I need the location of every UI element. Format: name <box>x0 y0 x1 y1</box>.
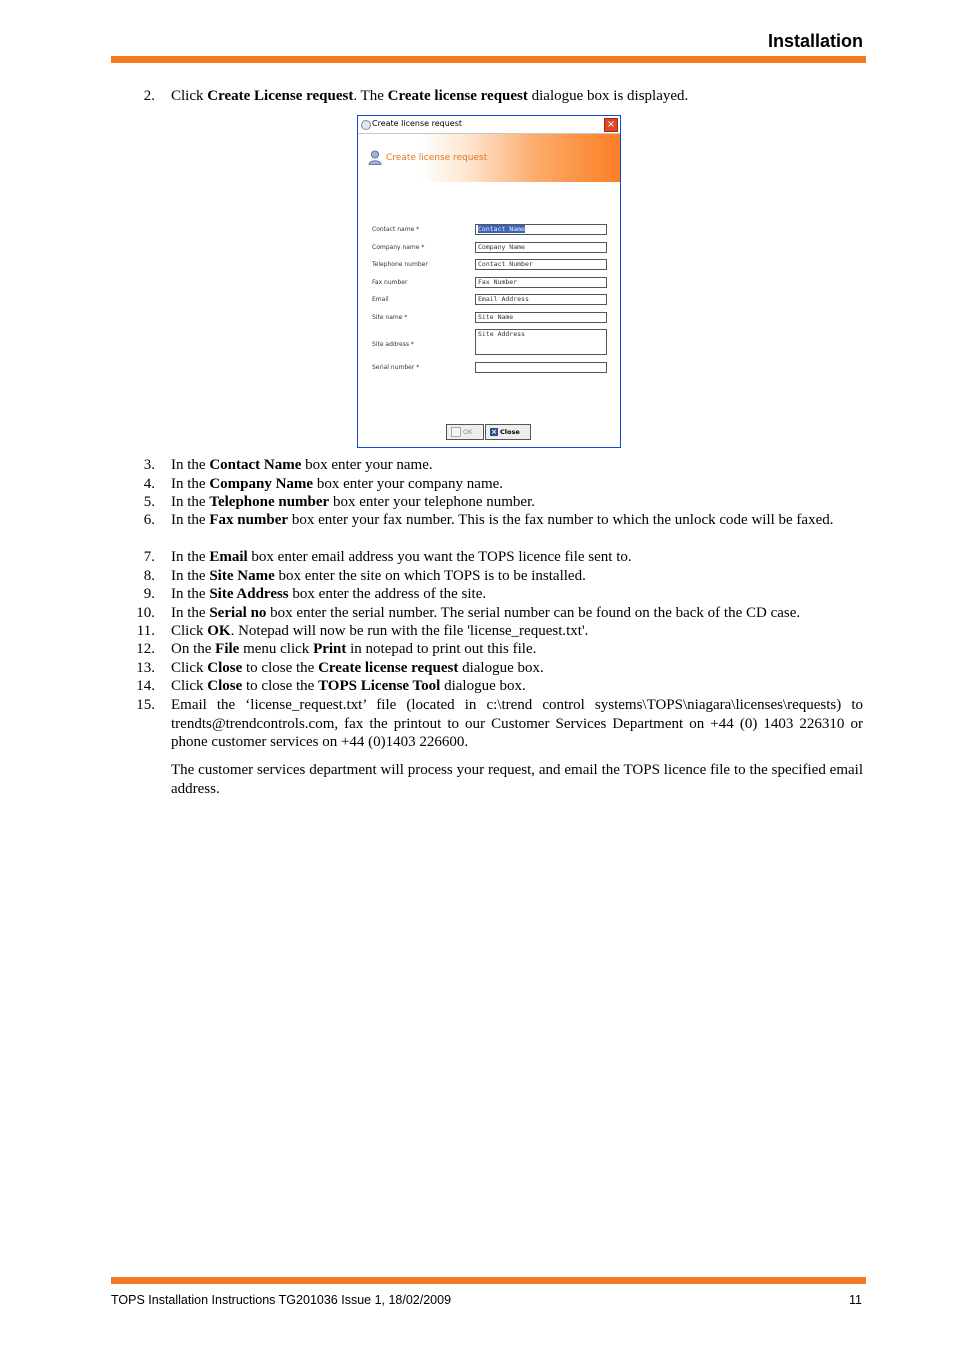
bold-term: OK <box>207 623 231 639</box>
email-input[interactable]: Email Address <box>475 294 607 305</box>
user-icon <box>368 150 382 165</box>
text-run: dialogue box. <box>458 660 544 676</box>
close-icon[interactable]: × <box>604 118 618 132</box>
bold-term: Telephone number <box>209 494 330 510</box>
step-text <box>171 567 863 586</box>
step-number: 6. <box>143 512 155 528</box>
step-number: 9. <box>143 586 155 602</box>
bold-term: Email <box>209 549 248 565</box>
step-text <box>171 475 863 494</box>
step-2 <box>111 87 863 106</box>
text-run: In the <box>171 512 210 528</box>
step-number: 13. <box>136 660 155 676</box>
closing-paragraph: The customer services department will process your request, and email the TOPS licence file to the specified email address. <box>171 762 863 797</box>
bold-term: Create License request <box>207 88 354 104</box>
text-run: In the <box>171 494 210 510</box>
bold-term: Site Name <box>209 568 275 584</box>
bold-term: Print <box>313 641 347 657</box>
site-name-input[interactable]: Site Name <box>475 312 607 323</box>
text-run: box enter email address you want the TOPS licence file sent to. <box>247 549 632 565</box>
field-label: Company name * <box>372 244 425 251</box>
dialog-title: Create license request <box>372 119 463 128</box>
bold-term: Site Address <box>209 586 289 602</box>
step-number: 14. <box>136 678 155 694</box>
step-text <box>171 87 863 106</box>
text-run: Click <box>171 678 208 694</box>
step-text <box>171 604 863 623</box>
step-number: 5. <box>143 494 155 510</box>
step-9 <box>111 585 863 604</box>
step-number: 3. <box>143 457 155 473</box>
step-15 <box>111 696 863 752</box>
field-row-telephone <box>358 259 620 271</box>
step-10 <box>111 604 863 623</box>
step-number: 11. <box>136 623 155 639</box>
step-12 <box>111 640 863 659</box>
close-icon: × <box>491 428 497 436</box>
field-row-site-name <box>358 312 620 324</box>
step-text <box>171 585 863 604</box>
bold-term: Serial no <box>209 605 267 621</box>
bold-term: File <box>215 641 240 657</box>
step-14 <box>111 677 863 696</box>
step-6 <box>111 511 863 530</box>
close-button[interactable] <box>485 424 531 440</box>
ok-icon <box>451 427 461 437</box>
field-label: Fax number <box>372 279 408 286</box>
step-number: 10. <box>136 605 155 621</box>
create-license-dialog <box>357 115 621 448</box>
step-text <box>171 622 863 641</box>
company-name-input[interactable]: Company Name <box>475 242 607 253</box>
text-run: box enter your fax number. This is the fax number to which the unlock code will be faxed. <box>288 512 834 528</box>
bold-term: Company Name <box>209 476 314 492</box>
dialog-titlebar <box>358 116 620 134</box>
app-icon <box>361 120 371 130</box>
field-row-fax <box>358 277 620 289</box>
text-run: box enter the site on which TOPS is to be installed. <box>274 568 586 584</box>
field-label: Site address * <box>372 341 414 348</box>
footer-rule <box>111 1277 866 1284</box>
text-run: Email the ‘license_request.txt’ file (located in c:\trend control systems\TOPS\niagara\licenses\requests) to trendts@trendcontrols.com, fax the printout to our Customer Services Department on +44 (0) 1403 226310 or phone customer services on +44 (0)1403 226600. <box>171 697 863 750</box>
step-number: 12. <box>136 641 155 657</box>
fax-input[interactable]: Fax Number <box>475 277 607 288</box>
field-row-contact-name <box>358 224 620 236</box>
text-run: Click <box>171 660 208 676</box>
text-run: box enter your telephone number. <box>329 494 535 510</box>
text-run: In the <box>171 549 210 565</box>
step-number: 7. <box>143 549 155 565</box>
text-run: On the <box>171 641 216 657</box>
telephone-input[interactable]: Contact Number <box>475 259 607 270</box>
step-3 <box>111 456 863 475</box>
bold-term: Close <box>207 660 243 676</box>
step-text <box>171 659 863 678</box>
step-4 <box>111 475 863 494</box>
step-7 <box>111 548 863 567</box>
close-label: Close <box>500 428 520 436</box>
step-text <box>171 696 863 752</box>
field-label: Telephone number <box>372 261 428 268</box>
step-number: 8. <box>143 568 155 584</box>
text-run: box enter the address of the site. <box>288 586 487 602</box>
field-value: Contact Name <box>478 225 525 233</box>
field-row-serial-number <box>358 362 620 374</box>
step-5 <box>111 493 863 512</box>
field-row-company-name <box>358 242 620 254</box>
text-run: box enter the serial number. The serial number can be found on the back of the CD case. <box>266 605 801 621</box>
step-13 <box>111 659 863 678</box>
text-run: dialogue box is displayed. <box>527 88 689 104</box>
text-run: box enter your company name. <box>313 476 504 492</box>
field-row-email <box>358 294 620 306</box>
text-run: Click <box>171 88 208 104</box>
ok-button[interactable] <box>446 424 484 440</box>
step-text <box>171 511 863 530</box>
ok-label: OK <box>463 428 473 436</box>
step-text <box>171 677 863 696</box>
bold-term: Fax number <box>209 512 289 528</box>
bold-term: Create license request <box>318 660 459 676</box>
page-header-title: Installation <box>767 31 863 51</box>
text-run: menu click <box>239 641 314 657</box>
step-text <box>171 493 863 512</box>
field-row-site-address <box>358 329 620 357</box>
site-address-textarea[interactable]: Site Address <box>475 329 607 355</box>
field-label: Contact name * <box>372 226 420 233</box>
text-run: In the <box>171 476 210 492</box>
header-rule <box>111 56 866 63</box>
dialog-banner <box>358 134 620 182</box>
banner-title: Create license request <box>386 153 488 163</box>
field-label: Email <box>372 296 389 303</box>
step-number: 2. <box>143 88 155 104</box>
text-run: In the <box>171 457 210 473</box>
bold-term: Contact Name <box>209 457 302 473</box>
text-run: In the <box>171 568 210 584</box>
step-number: 4. <box>143 476 155 492</box>
serial-number-input[interactable] <box>475 362 607 373</box>
footer-doc-info: TOPS Installation Instructions TG201036 Issue 1, 18/02/2009 <box>111 1293 452 1307</box>
page-number: 11 <box>849 1293 862 1307</box>
text-run: to close the <box>242 660 319 676</box>
text-run: In the <box>171 586 210 602</box>
step-11 <box>111 622 863 641</box>
step-text <box>171 548 863 567</box>
step-text <box>171 640 863 659</box>
text-run: . The <box>353 88 388 104</box>
field-label: Site name * <box>372 314 408 321</box>
text-run: in notepad to print out this file. <box>346 641 537 657</box>
text-run: dialogue box. <box>440 678 526 694</box>
step-8 <box>111 567 863 586</box>
step-text <box>171 456 863 475</box>
text-run: box enter your name. <box>301 457 433 473</box>
bold-term: TOPS License Tool <box>318 678 441 694</box>
field-label: Serial number * <box>372 364 420 371</box>
text-run: . Notepad will now be run with the file 'license_request.txt'. <box>230 623 589 639</box>
text-run: Click <box>171 623 208 639</box>
contact-name-input[interactable] <box>475 224 607 235</box>
bold-term: Close <box>207 678 243 694</box>
text-run: to close the <box>242 678 319 694</box>
step-number: 15. <box>136 697 155 713</box>
text-run: In the <box>171 605 210 621</box>
bold-term: Create license request <box>387 88 528 104</box>
